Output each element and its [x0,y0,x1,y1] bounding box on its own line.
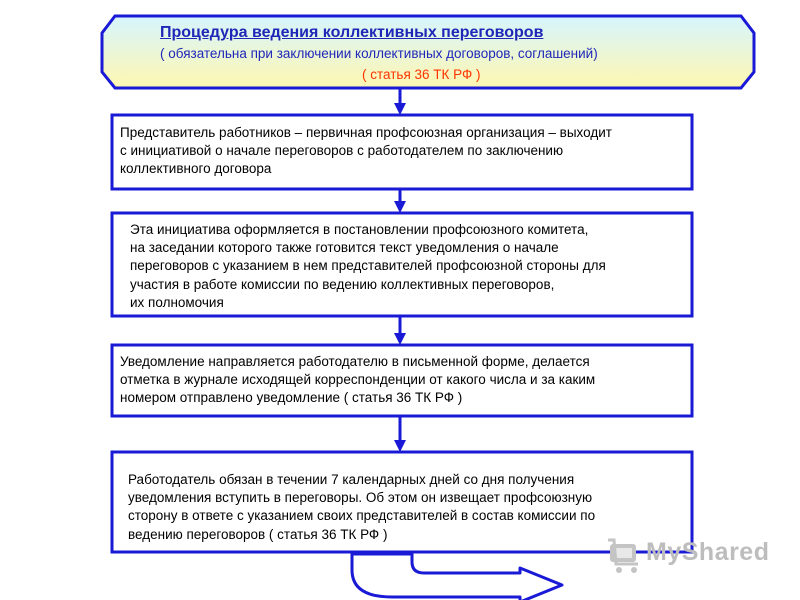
watermark-text: MyShared [646,538,770,566]
page-title: Процедура ведения коллективных переговоров [160,24,544,41]
step-text-1: Представитель работников – первичная профсоюзная организация – выходит с инициативой о начале переговоров с работодателем по заключению коллективного договора [120,125,612,177]
step-text-3: Уведомление направляется работодателю в письменной форме, делается отметка в журнале исходящей корреспонденции от какого числа и за каким номером отправлено уведомление ( статья 36 ТК РФ ) [120,354,596,406]
arrow-3 [394,316,406,345]
exit-arrow [352,554,562,600]
law-reference: ( статья 36 ТК РФ ) [362,67,481,82]
step-text-2: Эта инициатива оформляется в постановлении профсоюзного комитета, на заседании которого также готовится текст уведомления о начале переговоров с указанием в нем представителей профсоюзной стороны для участия в работе комиссии по ведению коллективных переговоров, их полномочия [130,222,606,310]
arrow-4 [394,416,406,452]
arrow-2 [394,189,406,213]
page-subtitle: ( обязательна при заключении коллективных договоров, соглашений) [160,46,598,61]
step-text-4: Работодатель обязан в течении 7 календарных дней со дня получения уведомления вступить в переговоры. Об этом он извещает профсоюзную сторону в ответе с указанием своих представителей в состав комиссии по ведению переговоров ( статья 36 ТК РФ ) [128,472,596,542]
arrow-1 [394,88,406,115]
watermark-cart-icon [606,536,646,576]
watermark [606,536,770,576]
